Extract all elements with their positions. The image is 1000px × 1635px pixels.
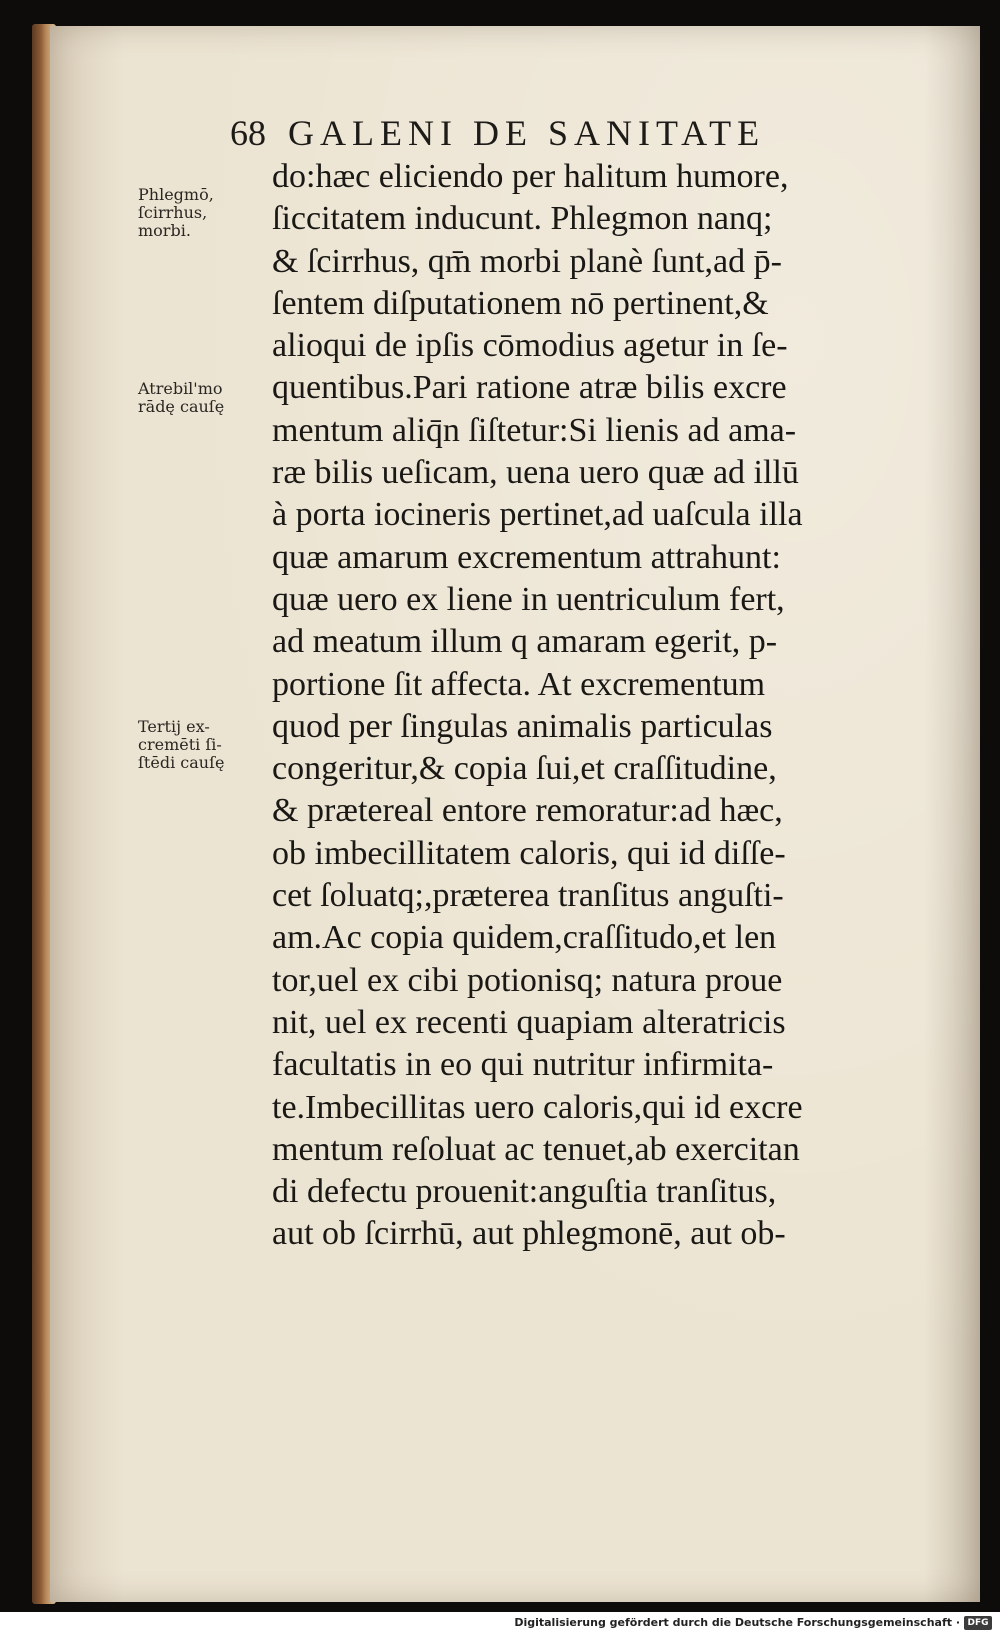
text-line: congeritur,& copia ſui,et craſſitudine, bbox=[272, 750, 777, 788]
text-line: facultatis in eo qui nutritur infirmita- bbox=[272, 1046, 774, 1084]
dfg-logo: DFG bbox=[964, 1616, 992, 1630]
text-line: alioqui de ipſis cōmodius agetur in ſe- bbox=[272, 327, 788, 365]
text-line: ad meatum illum q amaram egerit, p- bbox=[272, 623, 778, 661]
body-text bbox=[272, 156, 892, 1256]
text-line: ob imbecillitatem caloris, qui id diſſe- bbox=[272, 834, 786, 872]
right-gutter bbox=[980, 0, 1000, 1612]
text-line: quæ uero ex liene in uentriculum fert, bbox=[272, 580, 785, 618]
text-line: ſiccitatem inducunt. Phlegmon nanq; bbox=[272, 200, 773, 238]
text-line: am.Ac copia quidem,craſſitudo,et len bbox=[272, 919, 777, 957]
text-line: quentibus.Pari ratione atræ bilis excre bbox=[272, 369, 787, 407]
running-title: GALENI DE SANITATE bbox=[288, 113, 766, 153]
text-line: mentum reſoluat ac tenuet,ab exercitan bbox=[272, 1130, 800, 1168]
text-line: & prætereal entore remoratur:ad hæc, bbox=[272, 792, 783, 830]
text-line: tor,uel ex cibi potionisq; natura proue bbox=[272, 961, 783, 999]
text-line: ſentem diſputationem nō pertinent,& bbox=[272, 284, 769, 322]
text-line: aut ob ſcirrhū, aut phlegmonē, aut ob- bbox=[272, 1215, 786, 1253]
margin-note-atrabilis: Atrebil'mo rādę cauſę bbox=[138, 379, 225, 416]
text-line: ræ bilis ueſicam, uena uero quæ ad illū bbox=[272, 454, 799, 492]
funding-credit: Digitalisierung gefördert durch die Deutsche Forschungsgemeinschaft · bbox=[514, 1616, 960, 1629]
margin-note-tertii: Tertij ex- cremēti ſi- ſtēdi cauſę bbox=[138, 717, 225, 772]
text-line: do:hæc eliciendo per halitum humore, bbox=[272, 158, 789, 195]
text-line: te.Imbecillitas uero caloris,qui id excre bbox=[272, 1088, 803, 1126]
text-line: portione ſit affecta. At excrementum bbox=[272, 665, 766, 703]
text-line: quæ amarum excrementum attrahunt: bbox=[272, 538, 781, 576]
text-line: & ſcirrhus, qm̄ morbi planè ſunt,ad p̄- bbox=[272, 242, 782, 280]
text-line: nit, uel ex recenti quapiam alteratricis bbox=[272, 1003, 786, 1041]
text-line: mentum aliq̄n ſiſtetur:Si lienis ad ama- bbox=[272, 411, 797, 449]
page-number: 68 bbox=[230, 113, 266, 153]
text-line: di defectu prouenit:anguſtia tranſitus, bbox=[272, 1173, 777, 1211]
text-line: cet ſoluatq;,præterea tranſitus anguſti- bbox=[272, 877, 784, 915]
text-line: quod per ſingulas animalis particulas bbox=[272, 707, 773, 745]
footer-bar bbox=[0, 1614, 1000, 1635]
margin-note-phlegmon: Phlegmō, ſcirrhus, morbi. bbox=[138, 185, 214, 240]
text-line: à porta iocineris pertinet,ad uaſcula illa bbox=[272, 496, 803, 534]
running-header bbox=[230, 112, 880, 154]
